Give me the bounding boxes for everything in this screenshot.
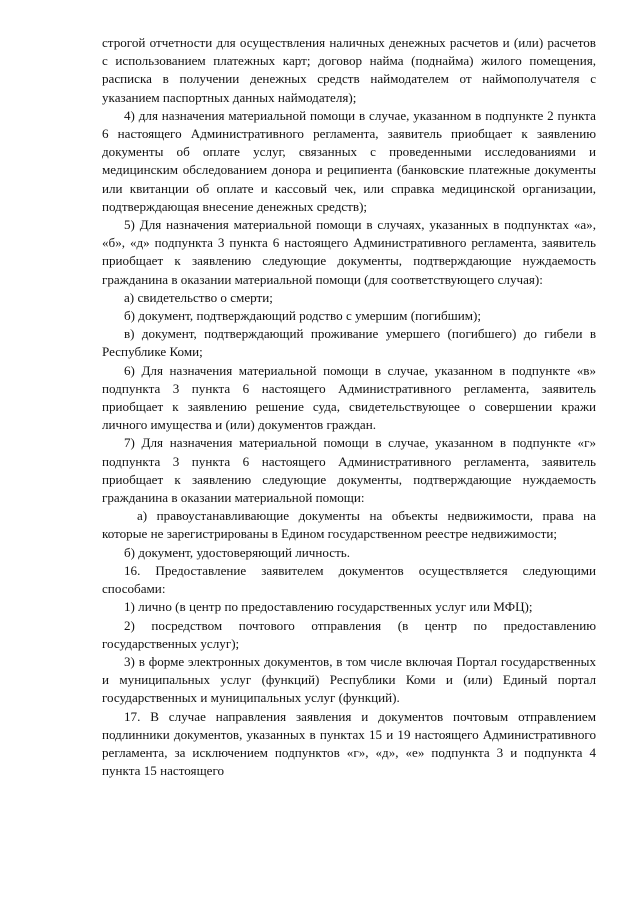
- paragraph: строгой отчетности для осуществления наличных денежных расчетов и (или) расчетов с использованием платежных карт; договор найма (поднайма) жилого помещения, расписка в получении денежных средств наймодателем от наймополучателя с указанием паспортных данных наймодателя);: [102, 35, 596, 105]
- list-item: б) документ, удостоверяющий личность.: [124, 544, 351, 560]
- list-item: а) свидетельство о смерти;: [124, 289, 273, 305]
- list-item: 2) посредством почтового отправления (в центр по предоставлению государственных услуг);: [102, 617, 596, 651]
- document-page: [102, 34, 596, 780]
- paragraph: 5) Для назначения материальной помощи в случаях, указанных в подпунктах «а», «б», «д» подпункта 3 пункта 6 настоящего Административного регламента, заявитель приобщает к заявлению следующие документы, подтверждающие нуждаемость гражданина в оказании материальной помощи (для соответствующего случая):: [102, 217, 596, 287]
- list-item: б) документ, подтверждающий родство с умершим (погибшим);: [124, 308, 482, 324]
- paragraph: 7) Для назначения материальной помощи в случае, указанном в подпункте «г» подпункта 3 пункта 6 настоящего Административного регламента, заявитель приобщает к заявлению следующие документы, подтверждающие нуждаемость гражданина в оказании материальной помощи:: [102, 435, 596, 506]
- list-item: а) правоустанавливающие документы на объекты недвижимости, права на которые не зарегистрированы в Едином государственном реестре недвижимости;: [102, 508, 596, 542]
- list-item: 1) лично (в центр по предоставлению государственных услуг или МФЦ);: [124, 599, 533, 615]
- section-paragraph: 16. Предоставление заявителем документов осуществляется следующими способами:: [102, 562, 596, 597]
- list-item: в) документ, подтверждающий проживание умершего (погибшего) до гибели в Республике Коми;: [102, 326, 596, 360]
- list-item: 3) в форме электронных документов, в том числе включая Портал государственных и муниципальных услуг (функций) Республики Коми и (или) Единый портал государственных и муниципальных услуг (функций).: [102, 653, 596, 706]
- paragraph: 4) для назначения материальной помощи в случае, указанном в подпункте 2 пункта 6 настоящего Административного регламента, заявитель приобщает к заявлению документы об оплате услуг, связанных с проведенными исследованиями и медицинским обследованием донора и реципиента (банковские платежные документы или квитанции об оплате и кассовый чек, или справка медицинской организации, подтверждающая внесение денежных средств);: [102, 107, 596, 214]
- section-paragraph: 17. В случае направления заявления и документов почтовым отправлением подлинники документов, указанных в пунктах 15 и 19 настоящего Административного регламента, за исключением подпунктов «г», «д», «е» подпункта 3 и подпункта 4 пункта 15 настоящего: [102, 708, 596, 779]
- paragraph: 6) Для назначения материальной помощи в случае, указанном в подпункте «в» подпункта 3 пункта 6 настоящего Административного регламента, заявитель приобщает к заявлению решение суда, свидетельствующее о совершении кражи личного имущества и (или) документов граждан.: [102, 362, 596, 433]
